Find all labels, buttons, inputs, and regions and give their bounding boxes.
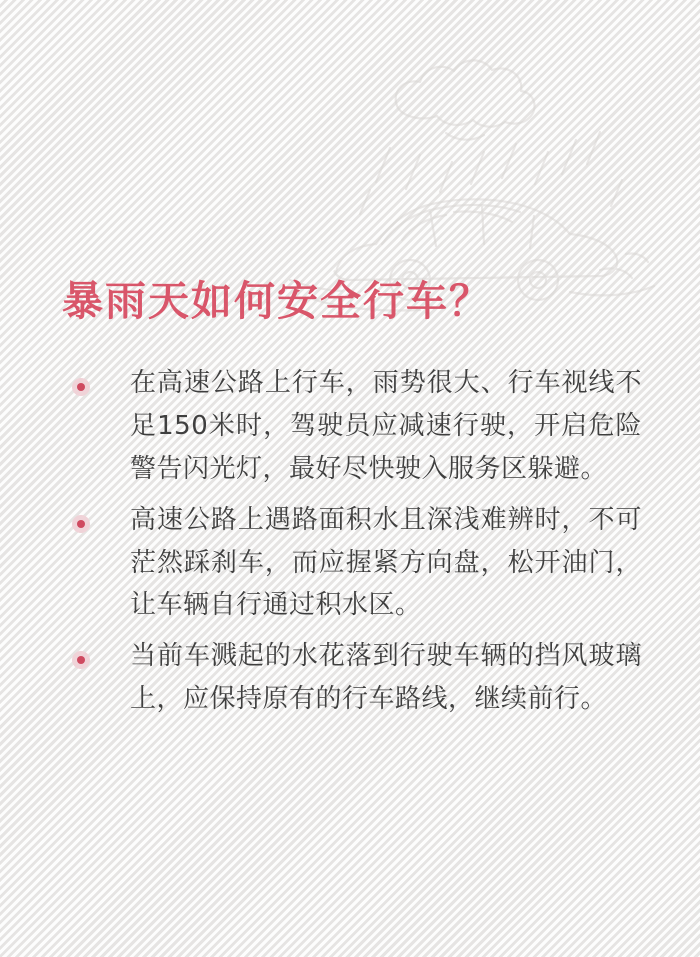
bullet-icon (72, 515, 90, 533)
list-item (72, 635, 642, 721)
bullet-cell (72, 635, 130, 669)
tips-list (72, 362, 642, 729)
list-item-text: 高速公路上遇路面积水且深浅难辨时，不可茫然踩刹车，而应握紧方向盘，松开油门，让车辆自行通过积水区。 (130, 504, 642, 621)
page-title: 暴雨天如何安全行车？ (62, 277, 492, 325)
list-item-text: 在高速公路上行车，雨势很大、行车视线不足150米时，驾驶员应减速行驶，开启危险警告闪光灯，最好尽快驶入服务区躲避。 (130, 368, 642, 484)
bullet-cell (72, 499, 130, 533)
list-item (72, 499, 642, 628)
bullet-icon (72, 651, 90, 669)
bullet-icon (72, 378, 90, 396)
list-item (72, 362, 642, 491)
list-item-text: 当前车溅起的水花落到行驶车辆的挡风玻璃上，应保持原有的行车路线，继续前行。 (130, 641, 642, 715)
page-title-container (62, 277, 642, 326)
bullet-cell (72, 362, 130, 396)
